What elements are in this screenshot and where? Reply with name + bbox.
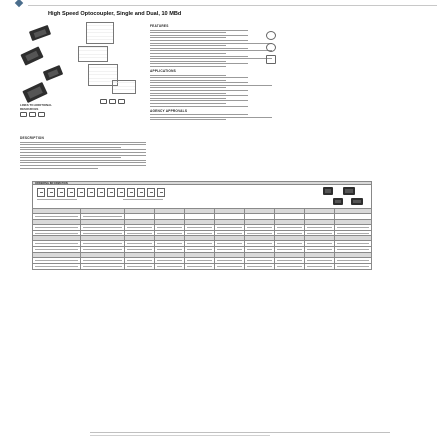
outline-drawing-4 bbox=[112, 80, 136, 94]
halogen-free-icon bbox=[266, 43, 276, 52]
links-heading: LINKS TO ADDITIONAL RESOURCES bbox=[20, 103, 52, 111]
description-heading: DESCRIPTION bbox=[20, 136, 44, 140]
package-images bbox=[28, 22, 150, 92]
package-photo-3 bbox=[43, 65, 63, 81]
datasheet-icon[interactable] bbox=[109, 99, 116, 104]
package-photo-1 bbox=[29, 25, 51, 41]
brand-logo-icon bbox=[15, 0, 23, 7]
package-photo-2 bbox=[20, 46, 43, 65]
outline-drawing-2 bbox=[78, 46, 108, 62]
tool-icon[interactable] bbox=[38, 112, 45, 117]
design-icon[interactable] bbox=[29, 112, 36, 117]
3d-model-icon[interactable] bbox=[20, 112, 27, 117]
footer-note-line-2 bbox=[90, 435, 270, 436]
resource-icon-row bbox=[20, 112, 45, 117]
features-heading: FEATURES bbox=[150, 24, 169, 28]
document-title: High Speed Optocoupler, Single and Dual, 10 MBd bbox=[48, 11, 182, 17]
package-photo-4 bbox=[22, 82, 47, 103]
features-column bbox=[150, 24, 272, 122]
ordering-package-icon-2 bbox=[343, 187, 355, 195]
ordering-package-icon-3 bbox=[333, 198, 343, 205]
ordering-package-icon-4 bbox=[351, 198, 363, 205]
applications-text bbox=[150, 75, 272, 107]
outline-drawing-1 bbox=[86, 22, 114, 44]
agency-heading: AGENCY APPROVALS bbox=[150, 108, 188, 113]
header-rule bbox=[28, 5, 437, 6]
header-bar bbox=[0, 0, 445, 10]
design-tool-icon[interactable] bbox=[118, 99, 125, 104]
package-3d-icon[interactable] bbox=[100, 99, 107, 104]
agency-text bbox=[150, 114, 272, 120]
rohs-icon bbox=[266, 31, 276, 40]
ordering-information bbox=[32, 181, 372, 209]
ordering-heading: ORDERING INFORMATION bbox=[32, 181, 372, 185]
package-icon-row bbox=[100, 99, 125, 104]
footer-note-line bbox=[90, 432, 390, 433]
applications-heading: APPLICATIONS bbox=[150, 68, 176, 73]
features-text bbox=[150, 30, 272, 67]
description-section bbox=[20, 136, 146, 171]
ordering-package-icon-1 bbox=[323, 187, 333, 195]
part-number-diagram bbox=[32, 185, 372, 209]
green-icon bbox=[266, 55, 276, 64]
ordering-table bbox=[32, 208, 372, 270]
description-text bbox=[20, 142, 146, 169]
